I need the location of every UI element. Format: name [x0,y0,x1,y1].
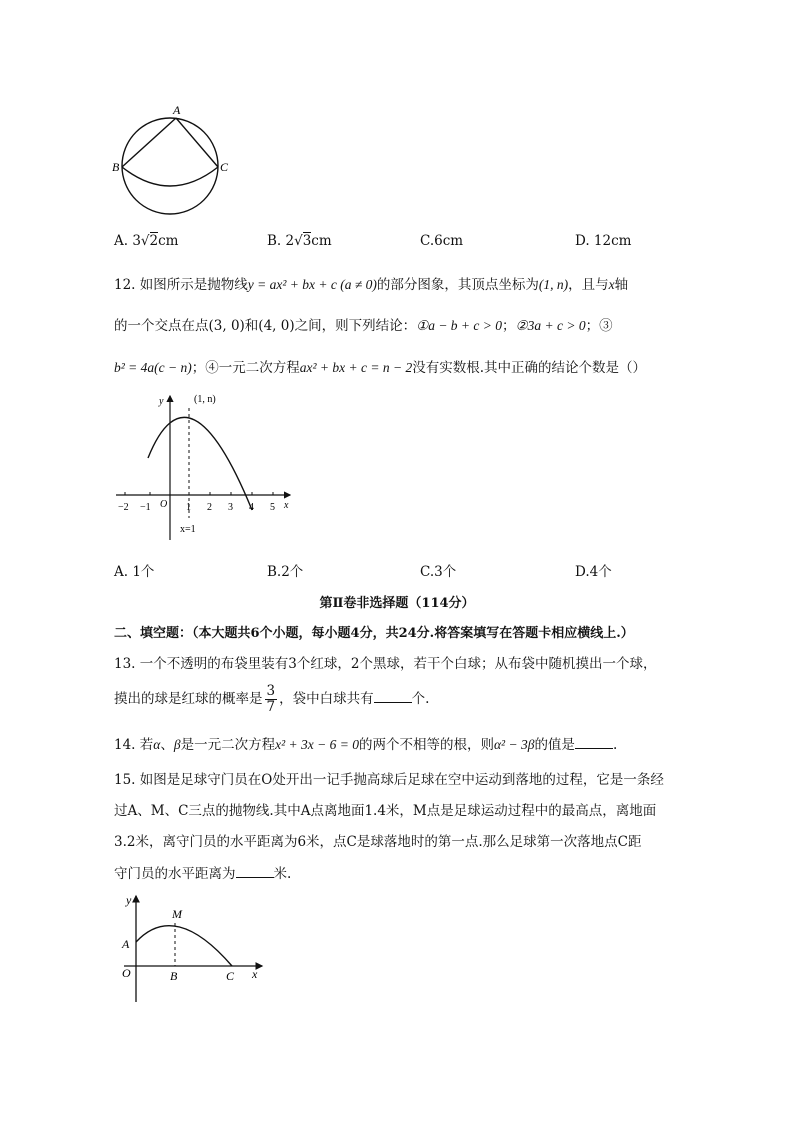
point-m-label: M [172,907,182,921]
q15-line1: 15. 如图是足球守门员在O处开出一记手抛高球后足球在空中运动到落地的过程，它是一条经 [114,772,664,788]
q13-line1: 13. 一个不透明的布袋里装有3个红球，2个黑球，若干个白球；从布袋中随机摸出一个球， [114,656,657,672]
tick-4: 4 [249,502,254,513]
x-axis-label: x [284,500,289,511]
origin-label: O [160,499,168,510]
answer-blank[interactable] [575,736,613,749]
y-label: y [126,893,132,907]
symmetry-label: x=1 [180,524,196,535]
q13-line2: 摸出的球是红球的概率是 $\frac{3}{7}$ ，袋中白球共有 个. [114,683,430,715]
section2-heading: 二、填空题：（本大题共6个小题，每小题4分，共24分.将答案填写在答题卡相应横线上.） [114,626,634,641]
origin-label: O [122,966,131,980]
tick-3: 3 [228,502,233,513]
q12-option-d: D.4个 [575,564,612,580]
chord-ab [122,118,176,167]
radicand: 2 [149,233,159,249]
point-c-label: C [226,969,235,983]
q15-trajectory-graph [112,890,272,1005]
point-a-label: A [122,937,130,951]
q11-circle-figure [110,100,240,215]
answer-blank[interactable] [374,690,412,703]
q15-line2: 过A、M、C三点的抛物线.其中A点离地面1.4米，M点是足球运动过程中的最高点，离地面 [114,803,657,819]
q12-line1: 12. 如图所示是抛物线y = ax² + bx + c (a ≠ 0)的部分图象，其顶点坐标为(1, n)，且与x轴 [114,277,629,293]
q12-option-a: A. 1个 [114,564,155,580]
label-c: C [220,160,229,174]
trajectory-curve [136,926,232,966]
part2-title: 第Ⅱ卷非选择题（114分） [319,596,475,611]
q12-option-c: C.3个 [420,564,457,580]
y-axis-label: y [159,396,164,407]
label-b: B [112,160,120,174]
q11-option-a: A. 3√2cm [114,233,179,249]
sqrt-sign: √ [140,233,150,249]
point-b-label: B [170,969,178,983]
q12-option-b: B.2个 [267,564,304,580]
tick-neg2: −2 [118,502,129,513]
tick-1: 1 [186,502,191,513]
answer-blank[interactable] [236,865,274,878]
label-a: A [173,103,181,117]
circle [122,118,218,214]
tick-5: 5 [270,502,275,513]
parabola-curve [148,417,252,510]
q14-line: 14. 若α、β是一元二次方程x² + 3x − 6 = 0的两个不相等的根，则α² − 3β的值是 . [114,737,618,753]
vertex-label: (1, n) [194,394,216,405]
tick-2: 2 [207,502,212,513]
q12-line2: 的一个交点在点(3, 0)和(4, 0)之间，则下列结论：①a − b + c > 0；②3a + c > 0；③ [114,318,613,334]
q11-option-d: D. 12cm [575,233,632,249]
q15-line3: 3.2米，离守门员的水平距离为6米，点C是球落地时的第一点.那么足球第一次落地点C距 [114,834,642,850]
q11-option-b: B. 2√3cm [267,233,332,249]
tick-neg1: −1 [140,502,151,513]
radicand: 3 [302,233,312,249]
sqrt-sign: √ [294,233,303,249]
q12-parabola-graph [110,390,295,545]
fraction: $\frac{3}{7}$ [266,683,276,715]
arc-bc [122,167,218,186]
x-label: x [252,967,258,981]
q15-line4: 守门员的水平距离为 米. [114,866,292,882]
q11-option-c: C.6cm [420,233,464,249]
q12-line3: b² = 4a(c − n)；④一元二次方程ax² + bx + c = n − 2没有实数根.其中正确的结论个数是（） [114,360,647,376]
